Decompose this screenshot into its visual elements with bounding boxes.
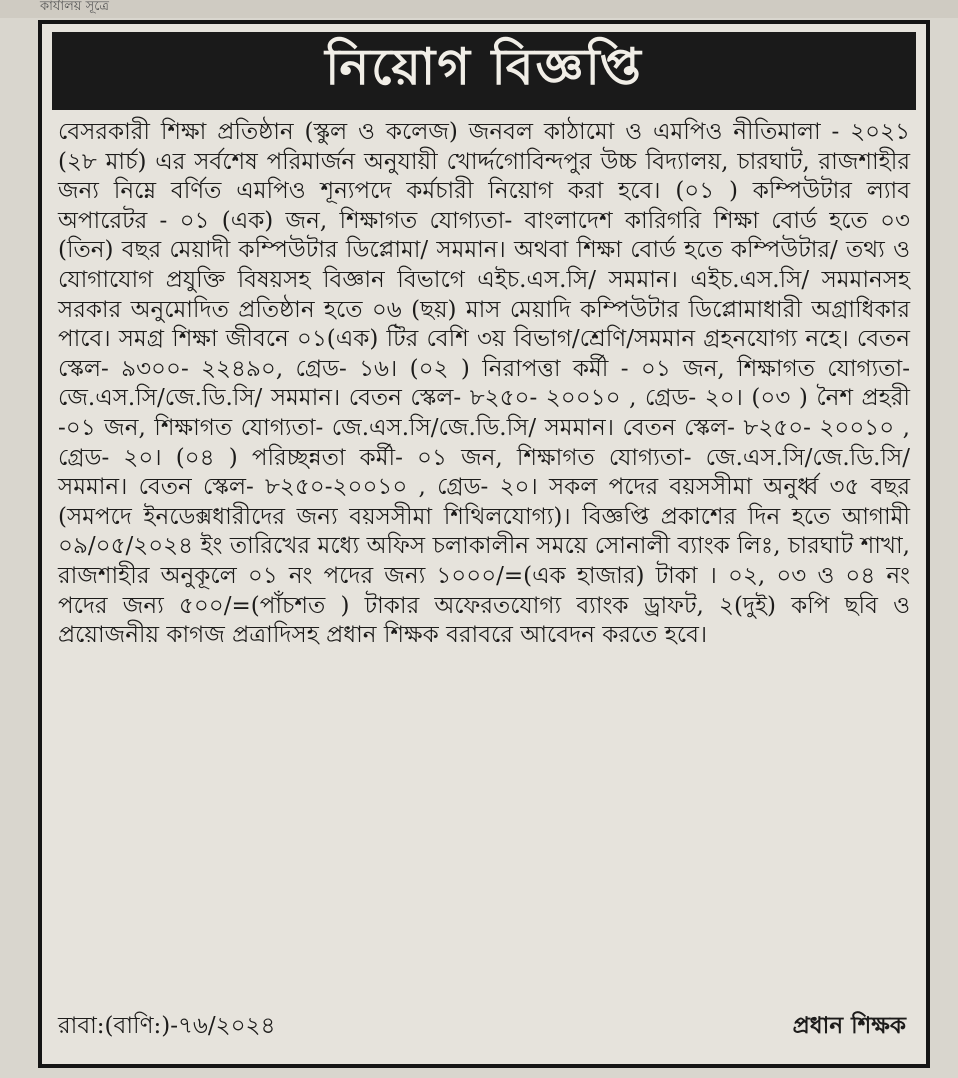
recruitment-notice	[38, 20, 930, 1068]
notice-footer	[52, 1007, 916, 1046]
notice-body: বেসরকারী শিক্ষা প্রতিষ্ঠান (স্কুল ও কলেজ) জনবল কাঠামো ও এমপিও নীতিমালা - ২০২১ (২৮ মার্চ) এর সর্বশেষ পরিমার্জন অনুযায়ী খোর্দ্দগোবিন্দপুর উচ্চ বিদ্যালয়, চারঘাট, রাজশাহীর জন্য নিম্নে বর্ণিত এমপিও শূন্যপদে কর্মচারী নিয়োগ করা হবে। (০১ ) কম্পিউটার ল্যাব অপারেটর - ০১ (এক) জন, শিক্ষাগত যোগ্যতা- বাংলাদেশ কারিগরি শিক্ষা বোর্ড হতে ০৩ (তিন) বছর মেয়াদী কম্পিউটার ডিপ্লোমা/ সমমান। অথবা শিক্ষা বোর্ড হতে কম্পিউটার/ তথ্য ও যোগাযোগ প্রযুক্তি বিষয়সহ বিজ্ঞান বিভাগে এইচ.এস.সি/ সমমান। এইচ.এস.সি/ সমমানসহ সরকার অনুমোদিত প্রতিষ্ঠান হতে ০৬ (ছয়) মাস মেয়াদি কম্পিউটার ডিপ্লোমাধারী অগ্রাধিকার পাবে। সমগ্র শিক্ষা জীবনে ০১(এক) টির বেশি ৩য় বিভাগ/শ্রেণি/সমমান গ্রহনযোগ্য নহে। বেতন স্কেল- ৯৩০০- ২২৪৯০, গ্রেড- ১৬। (০২ ) নিরাপত্তা কর্মী - ০১ জন, শিক্ষাগত যোগ্যতা- জে.এস.সি/জে.ডি.সি/ সমমান। বেতন স্কেল- ৮২৫০- ২০০১০ , গ্রেড- ২০। (০৩ ) নৈশ প্রহরী -০১ জন, শিক্ষাগত যোগ্যতা- জে.এস.সি/জে.ডি.সি/ সমমান। বেতন স্কেল- ৮২৫০- ২০০১০ , গ্রেড- ২০। (০৪ ) পরিচ্ছন্নতা কর্মী- ০১ জন, শিক্ষাগত যোগ্যতা- জে.এস.সি/জে.ডি.সি/ সমমান। বেতন স্কেল- ৮২৫০-২০০১০ , গ্রেড- ২০। সকল পদের বয়সসীমা অনুর্ধ্ব ৩৫ বছর (সমপদে ইনডেক্সধারীদের জন্য বয়সসীমা শিথিলযোগ্য)। বিজ্ঞপ্তি প্রকাশের দিন হতে আগামী ০৯/০৫/২০২৪ ইং তারিখের মধ্যে অফিস চলাকালীন সময়ে সোনালী ব্যাংক লিঃ, চারঘাট শাখা, রাজশাহীর অনুকূলে ০১ নং পদের জন্য ১০০০/=(এক হাজার) টাকা । ০২, ০৩ ও ০৪ নং পদের জন্য ৫০০/=(পাঁচশত ) টাকার অফেরতযোগ্য ব্যাংক ড্রাফট, ২(দুই) কপি ছবি ও প্রয়োজনীয় কাগজ প্রত্রাদিসহ প্রধান শিক্ষক বরাবরে আবেদন করতে হবে।	[58, 119, 910, 649]
reference-number: রাবা:(বাণি:)-৭৬/২০২৪	[58, 1013, 276, 1039]
notice-title: নিয়োগ বিজ্ঞপ্তি	[52, 32, 916, 110]
signatory: প্রধান শিক্ষক	[792, 1012, 906, 1039]
previous-article-fragment: কার্যালয় সূত্রে	[0, 0, 958, 18]
